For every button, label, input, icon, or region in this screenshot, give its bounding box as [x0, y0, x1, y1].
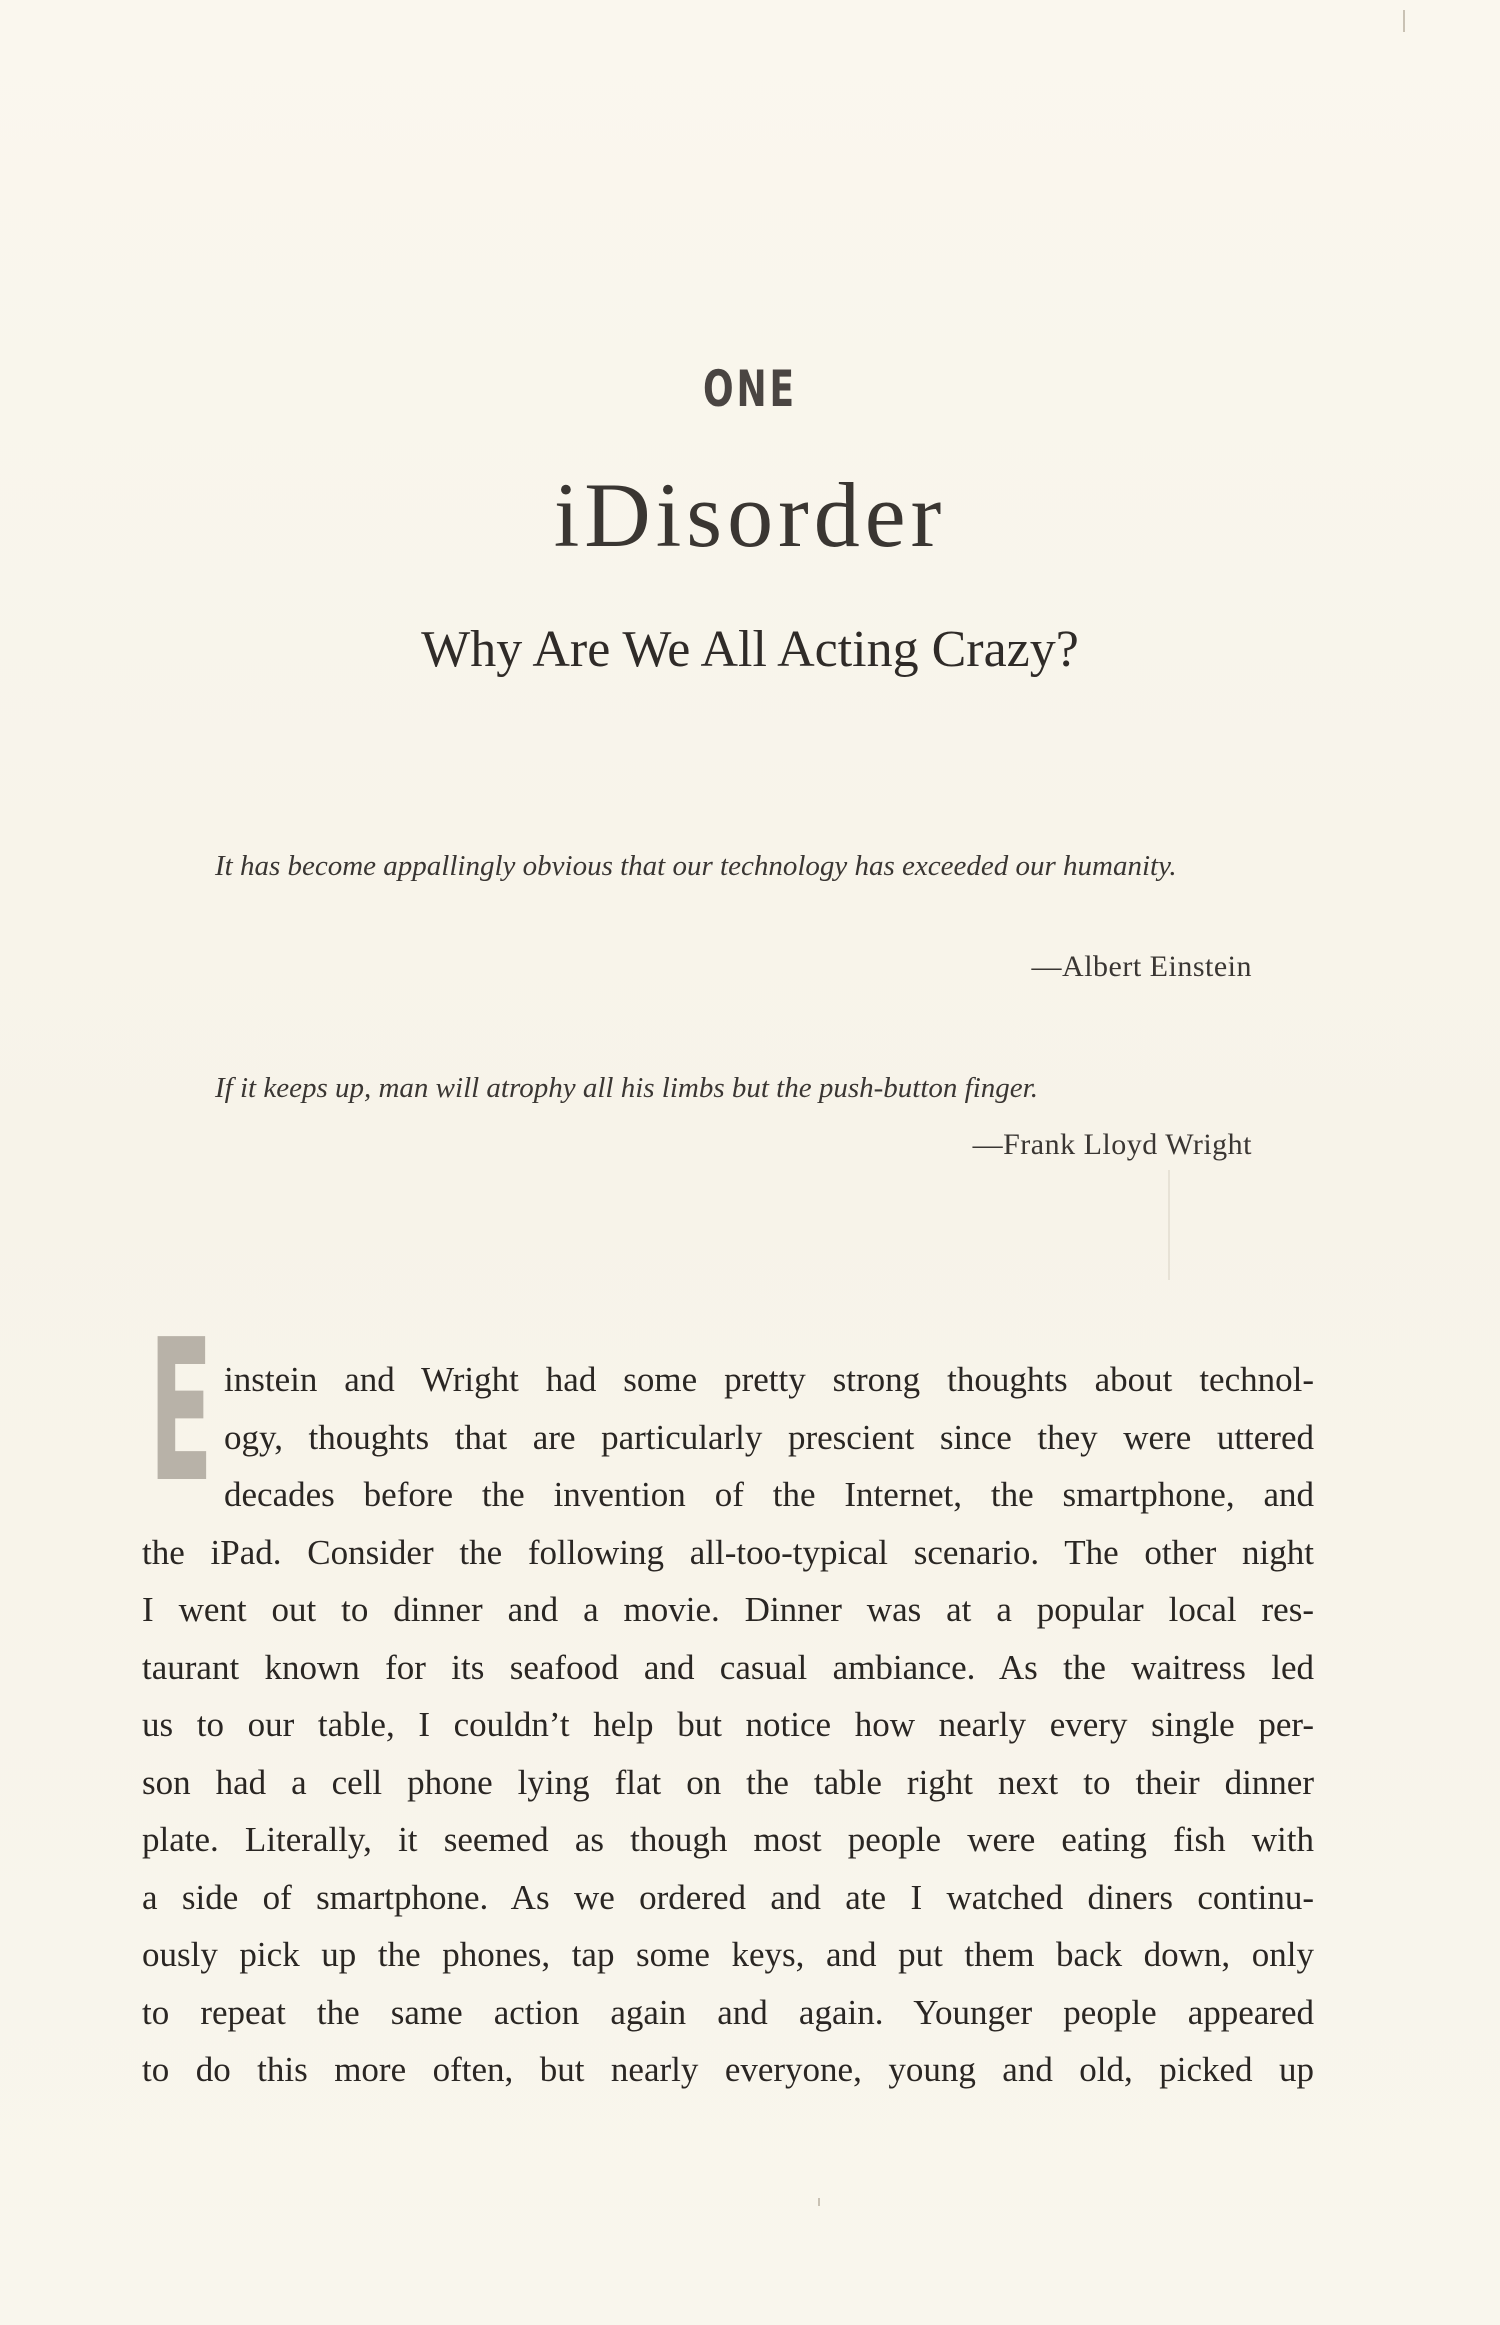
body-line: instein and Wright had some pretty strong thoughts about technol-	[224, 1360, 1314, 1399]
body-line: son had a cell phone lying flat on the table right next to their dinner	[142, 1762, 1314, 1802]
epigraph-quote: If it keeps up, man will atrophy all his limbs but the push-button finger.	[215, 1072, 1038, 1104]
chapter-title: iDisorder	[553, 464, 947, 566]
body-line: to repeat the same action again and again. Younger people appeared	[142, 1992, 1314, 2032]
drop-cap-glyph: E	[149, 1298, 213, 1526]
body-line: ogy, thoughts that are particularly prescient since they were uttered	[224, 1417, 1314, 1457]
body-line: ously pick up the phones, tap some keys, and put them back down, only	[142, 1935, 1314, 1974]
body-line: taurant known for its seafood and casual ambiance. As the waitress led	[142, 1647, 1314, 1687]
epigraph-attribution: —Albert Einstein	[1031, 950, 1252, 983]
epigraph-attribution: —Frank Lloyd Wright	[972, 1128, 1252, 1161]
body-line: us to our table, I couldn’t help but notice how nearly every single per-	[142, 1705, 1314, 1744]
body-paragraph	[142, 1351, 1314, 2099]
scan-mark	[818, 2198, 820, 2206]
body-line: plate. Literally, it seemed as though most people were eating fish with	[142, 1820, 1314, 1859]
scan-mark	[1168, 1170, 1170, 1280]
body-line: a side of smartphone. As we ordered and ate I watched diners continu-	[142, 1877, 1314, 1917]
chapter-number: ONE	[703, 360, 797, 418]
body-line: to do this more often, but nearly everyone, young and old, picked up	[142, 2050, 1314, 2089]
epigraph-quote: It has become appallingly obvious that our technology has exceeded our humanity.	[215, 850, 1177, 882]
scan-mark	[1403, 10, 1405, 32]
body-line: I went out to dinner and a movie. Dinner was at a popular local res-	[142, 1590, 1314, 1629]
body-line: decades before the invention of the Internet, the smartphone, and	[224, 1475, 1314, 1514]
body-line: the iPad. Consider the following all-too-typical scenario. The other night	[142, 1532, 1314, 1572]
chapter-subtitle: Why Are We All Acting Crazy?	[421, 621, 1079, 678]
